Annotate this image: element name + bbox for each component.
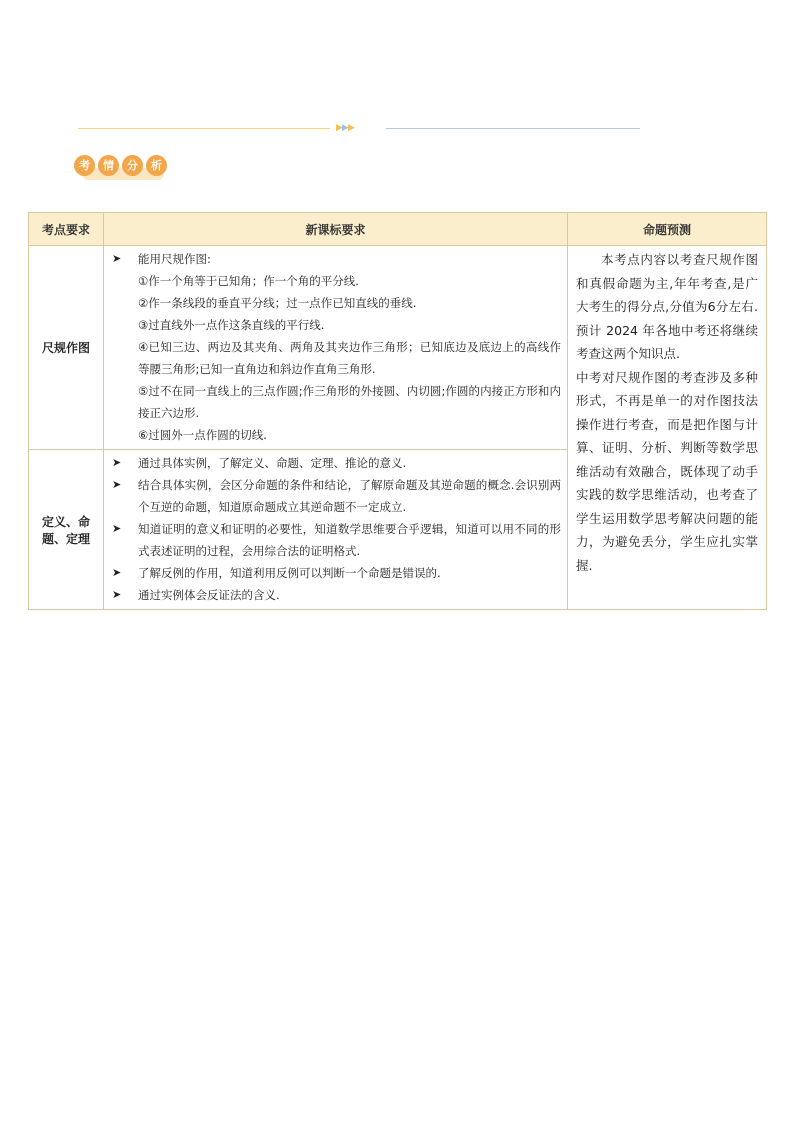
arrow-bullet-icon: ➤ [112, 478, 122, 491]
header-prediction: 命题预测 [568, 213, 767, 246]
badge-char-4: 析 [146, 155, 167, 176]
badge-char-2: 情 [98, 155, 119, 176]
list-item [112, 562, 561, 584]
divider-arrows-icon: ▶▶▶ [336, 123, 354, 133]
sub-item: ④已知三边、两边及其夹角、两角及其夹边作三角形；已知底边及底边上的高线作等腰三角形;已知一直角边和斜边作直角三角形. [138, 340, 561, 376]
arrow-bullet-icon: ➤ [112, 566, 122, 579]
header-exam-point: 考点要求 [29, 213, 104, 246]
arrow-bullet-icon: ➤ [112, 522, 122, 535]
badge-char-3: 分 [122, 155, 143, 176]
prediction-paragraph-1: 本考点内容以考查尺规作图和真假命题为主,年年考查,是广大考生的得分点,分值为6分左右.预计 2024 年各地中考还将继续考查这两个知识点. [576, 252, 758, 361]
sub-item: ⑤过不在同一直线上的三点作圆;作三角形的外接圆、内切圆;作圆的内接正方形和内接正六边形. [138, 384, 561, 420]
arrow-bullet-icon: ➤ [112, 252, 122, 265]
requirement-text: 知道证明的意义和证明的必要性，知道数学思维要合乎逻辑，知道可以用不同的形式表述证明的过程，会用综合法的证明格式. [138, 522, 561, 558]
badge-char-1: 考 [74, 155, 95, 176]
decorative-divider [78, 124, 640, 134]
requirements-definition-proposition [104, 450, 568, 610]
list-item [112, 518, 561, 562]
analysis-table [28, 212, 767, 610]
sub-item: ③过直线外一点作这条直线的平行线. [138, 318, 325, 332]
section-badge [74, 152, 170, 182]
header-curriculum: 新课标要求 [104, 213, 568, 246]
requirement-text: 结合具体实例，会区分命题的条件和结论，了解原命题及其逆命题的概念.会识别两个互逆的命题，知道原命题成立其逆命题不一定成立. [138, 478, 561, 514]
arrow-bullet-icon: ➤ [112, 588, 122, 601]
requirement-text: 通过实例体会反证法的含义. [138, 588, 280, 602]
divider-line-left [78, 128, 330, 129]
table-header-row [29, 213, 767, 246]
category-line-2: 题、定理 [41, 531, 90, 546]
sub-item: ①作一个角等于已知角；作一个角的平分线. [138, 274, 359, 288]
category-line-1: 定义、命 [41, 514, 90, 529]
prediction-paragraph-2: 中考对尺规作图的考查涉及多种形式，不再是单一的对作图技法操作进行考查，而是把作图与计算、证明、分析、判断等数学思维活动有效融合，既体现了动手实践的数学思维活动，也考查了学生运用数学思考解决问题的能力，为避免丢分，学生应扎实掌握. [576, 369, 758, 573]
list-item [112, 452, 561, 474]
arrow-bullet-icon: ➤ [112, 456, 122, 469]
list-item [112, 248, 561, 270]
list-item [112, 584, 561, 606]
sub-item: ②作一条线段的垂直平分线；过一点作已知直线的垂线. [138, 296, 417, 310]
list-item [112, 474, 561, 518]
requirement-text: 通过具体实例，了解定义、命题、定理、推论的意义. [138, 456, 407, 470]
table-row [29, 246, 767, 450]
requirements-ruler-compass [104, 246, 568, 450]
sub-item: ⑥过圆外一点作圆的切线. [138, 428, 267, 442]
divider-line-right [386, 128, 640, 129]
category-ruler-compass: 尺规作图 [29, 246, 104, 450]
requirement-text: 了解反例的作用，知道利用反例可以判断一个命题是错误的. [138, 566, 441, 580]
category-definition-proposition [29, 450, 104, 610]
requirement-text: 能用尺规作图: [138, 252, 211, 266]
prediction-cell [568, 246, 767, 610]
